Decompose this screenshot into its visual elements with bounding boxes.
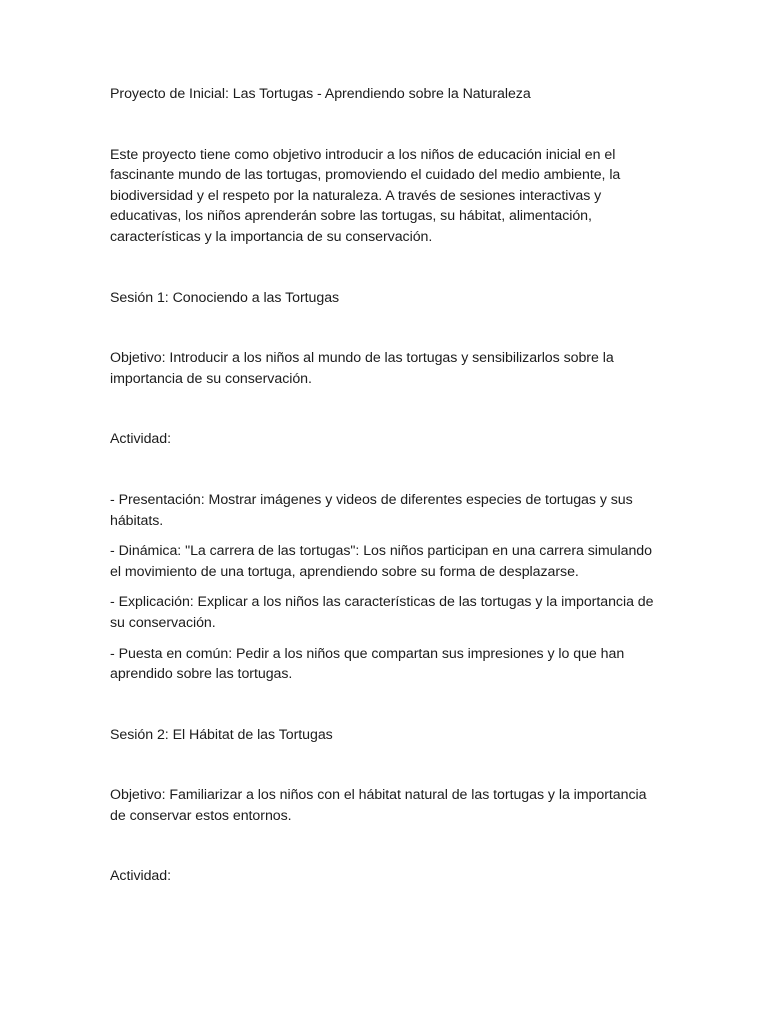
document-title: Proyecto de Inicial: Las Tortugas - Aprendiendo sobre la Naturaleza <box>110 86 531 102</box>
document-body <box>110 84 662 927</box>
session-1-bullet-explicacion: - Explicación: Explicar a los niños las características de las tortugas y la importancia de su conservación. <box>110 594 654 631</box>
session-1-bullet-puesta-en-comun: - Puesta en común: Pedir a los niños que compartan sus impresiones y lo que han aprendido sobre las tortugas. <box>110 645 625 683</box>
session-1-heading: Sesión 1: Conociendo a las Tortugas <box>110 289 340 306</box>
session-2-objective: Objetivo: Familiarizar a los niños con el hábitat natural de las tortugas y la importancia de conservar estos entornos. <box>110 787 647 824</box>
session-1-objective: Objetivo: Introducir a los niños al mundo de las tortugas y sensibilizarlos sobre la importancia de su conservación. <box>110 350 614 387</box>
intro-paragraph: Este proyecto tiene como objetivo introducir a los niños de educación inicial en el fascinante mundo de las tortugas, promoviendo el cuidado del medio ambiente, la biodiversidad y el respeto por la naturaleza. A través de sesiones interactivas y educativas, los niños aprenderán sobre las tortugas, su hábitat, alimentación, características y la importancia de su conservación. <box>110 146 621 245</box>
session-1-bullet-dinamica: - Dinámica: "La carrera de las tortugas": Los niños participan en una carrera simulando el movimiento de una tortuga, aprendiendo sobre su forma de desplazarse. <box>110 543 652 580</box>
session-2-heading: Sesión 2: El Hábitat de las Tortugas <box>110 726 333 743</box>
session-2-activity-label: Actividad: <box>110 868 172 885</box>
session-1-bullet-presentacion: - Presentación: Mostrar imágenes y videos de diferentes especies de tortugas y sus hábitats. <box>110 491 633 529</box>
session-1-activity-label: Actividad: <box>110 431 172 448</box>
